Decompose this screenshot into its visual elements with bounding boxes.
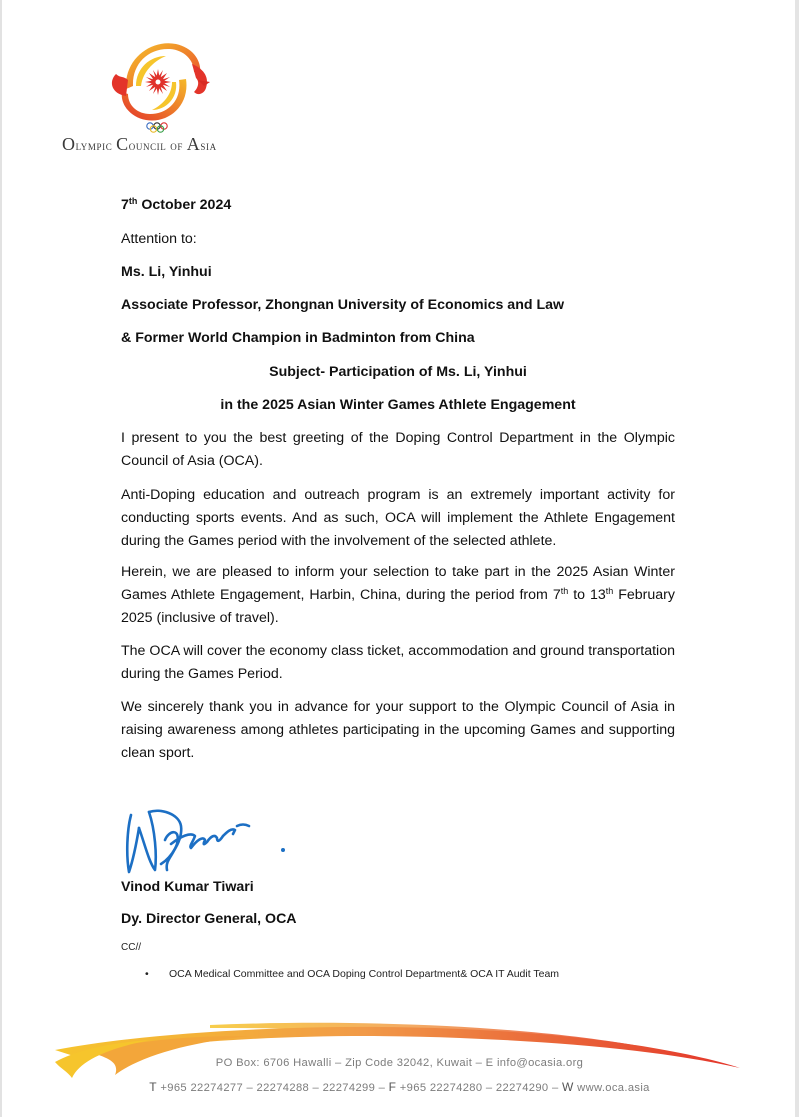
paragraph-thanks: We sincerely thank you in advance for your support to the Olympic Council of Asia in raising awareness among athletes participating in the upcoming Games and supporting clean sport. [121, 699, 675, 761]
recipient-title-2: & Former World Champion in Badminton from China [121, 330, 475, 346]
signature [121, 800, 301, 880]
paragraph-coverage: The OCA will cover the economy class ticket, accommodation and ground transportation during the Games Period. [121, 643, 675, 682]
subject-line-2: in the 2025 Asian Winter Games Athlete Engagement [220, 397, 576, 413]
bullet-icon: • [145, 968, 149, 980]
subject-line-1: Subject- Participation of Ms. Li, Yinhui [269, 364, 527, 380]
cc-label: CC// [121, 942, 141, 953]
paragraph-selection: Herein, we are pleased to inform your selection to take part in the 2025 Asian Winter Games Athlete Engagement, Harbin, China, during the period from 7th to 13th February 2025 (inclusive of travel). [121, 564, 676, 626]
organization-name: Olympic Council of Asia [62, 134, 217, 154]
attention-label: Attention to: [121, 231, 197, 247]
footer-address: PO Box: 6706 Hawalli – Zip Code 32042, Kuwait – E info@ocasia.org [215, 1057, 584, 1069]
cc-list-item: • OCA Medical Committee and OCA Doping Control Department& OCA IT Audit Team [145, 968, 560, 980]
oca-logo [58, 34, 268, 159]
signatory-title: Dy. Director General, OCA [121, 911, 297, 927]
recipient-name: Ms. Li, Yinhui [121, 264, 212, 280]
page-edge-right [795, 0, 799, 1117]
signatory-name: Vinod Kumar Tiwari [121, 879, 254, 895]
recipient-title-1: Associate Professor, Zhongnan University of Economics and Law [121, 297, 565, 313]
paragraph-greeting: I present to you the best greeting of the Doping Control Department in the Olympic Council of Asia (OCA). [121, 430, 675, 469]
oca-emblem-icon [106, 34, 216, 134]
footer-contacts: T +965 22274277 – 22274288 – 22274299 – F +965 22274280 – 22274290 – W www.oca.asia [149, 1080, 650, 1094]
letter-date: 7th October 2024 [121, 196, 232, 213]
handwritten-signature-icon [121, 800, 301, 880]
paragraph-program: Anti-Doping education and outreach program is an extremely important activity for conducting sports events. And as such, OCA will implement the Athlete Engagement during the Games period with the involvement of the selected athlete. [121, 487, 675, 549]
page-edge-left [0, 0, 2, 1117]
